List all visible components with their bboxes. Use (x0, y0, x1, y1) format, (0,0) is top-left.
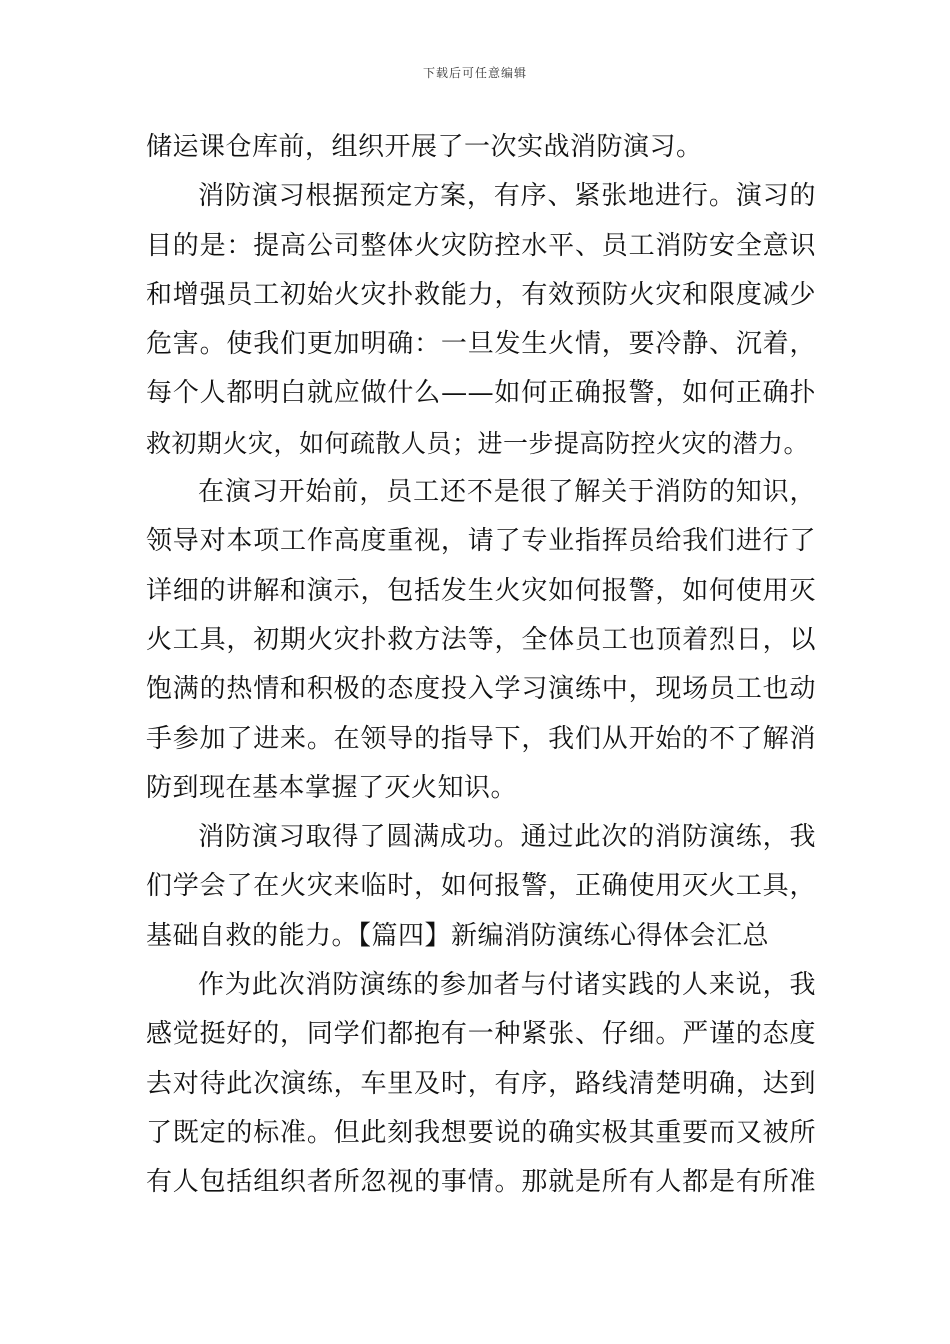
text-line: 消防演习根据预定方案，有序、紧张地进行。演习的 (198, 181, 816, 212)
text-line: 作为此次消防演练的参加者与付诸实践的人来说，我 (198, 970, 816, 1001)
text-line: 在演习开始前，员工还不是很了解关于消防的知识， (198, 477, 816, 508)
text-line: 们学会了在火灾来临时，如何报警，正确使用灭火工具， (146, 871, 816, 902)
text-line: 基础自救的能力。【篇四】新编消防演练心得体会汇总 (146, 920, 770, 951)
text-line: 目的是：提高公司整体火灾防控水平、员工消防安全意识 (146, 230, 816, 261)
text-line: 消防演习取得了圆满成功。通过此次的消防演练，我 (198, 822, 816, 853)
text-line: 详细的讲解和演示，包括发生火灾如何报警，如何使用灭 (146, 575, 816, 606)
page-header: 下载后可任意编辑 (422, 66, 527, 80)
text-line: 危害。使我们更加明确：一旦发生火情，要冷静、沉着， (146, 329, 816, 360)
document-body (146, 123, 816, 1208)
text-line: 感觉挺好的，同学们都抱有一种紧张、仔细。严谨的态度 (146, 1019, 816, 1050)
text-line: 了既定的标准。但此刻我想要说的确实极其重要而又被所 (146, 1117, 816, 1148)
text-line: 储运课仓库前，组织开展了一次实战消防演习。 (146, 132, 703, 162)
text-line: 救初期火灾，如何疏散人员；进一步提高防控火灾的潜力。 (146, 428, 810, 458)
text-line: 和增强员工初始火灾扑救能力，有效预防火灾和限度减少 (146, 279, 816, 310)
text-line: 火工具，初期火灾扑救方法等，全体员工也顶着烈日，以 (146, 624, 816, 655)
text-line: 每个人都明白就应做什么——如何正确报警，如何正确扑 (146, 378, 816, 409)
text-line: 防到现在基本掌握了灭火知识。 (146, 772, 518, 803)
text-line: 饱满的热情和积极的态度投入学习演练中，现场员工也动 (146, 674, 816, 705)
text-line: 领导对本项工作高度重视，请了专业指挥员给我们进行了 (146, 526, 816, 557)
text-line: 有人包括组织者所忽视的事情。那就是所有人都是有所准 (146, 1167, 816, 1198)
text-line: 手参加了进来。在领导的指导下，我们从开始的不了解消 (146, 723, 816, 754)
text-line: 去对待此次演练，车里及时，有序，路线清楚明确，达到 (146, 1068, 816, 1099)
